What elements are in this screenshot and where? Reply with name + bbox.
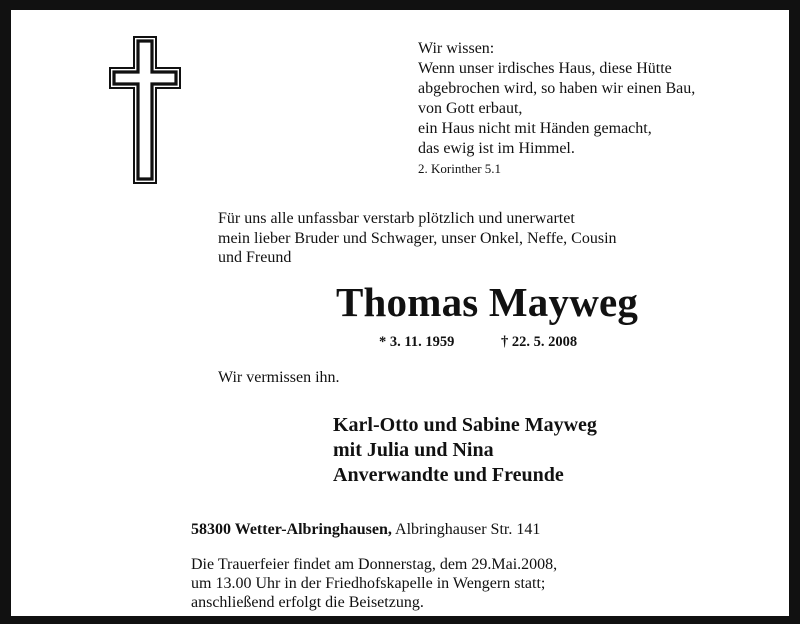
bible-verse <box>418 39 695 179</box>
verse-line: ein Haus nicht mit Händen gemacht, <box>418 120 652 137</box>
announcement-line: mein lieber Bruder und Schwager, unser Onkel, Neffe, Cousin <box>218 229 617 247</box>
service-line: um 13.00 Uhr in der Friedhofskapelle in Wengern statt; <box>191 575 546 592</box>
cross-icon <box>109 36 181 184</box>
verse-line: das ewig ist im Himmel. <box>418 140 575 157</box>
mourner-line: mit Julia und Nina <box>333 439 494 461</box>
announcement-line: und Freund <box>218 249 292 266</box>
verse-line: abgebrochen wird, so haben wir einen Bau, <box>418 80 696 97</box>
family-address <box>191 521 540 539</box>
death-announcement <box>218 209 617 268</box>
farewell-message: Wir vermissen ihn. <box>218 369 340 386</box>
address-city: 58300 Wetter-Albringhausen, <box>191 521 392 538</box>
mourner-line: Karl-Otto und Sabine Mayweg <box>333 414 597 436</box>
funeral-service-info <box>191 555 557 612</box>
birth-date: * 3. 11. 1959 <box>379 334 455 350</box>
mourners-list <box>333 413 597 488</box>
verse-reference: 2. Korinther 5.1 <box>418 161 502 176</box>
address-street: Albringhauser Str. 141 <box>395 521 541 538</box>
mourner-line: Anverwandte und Freunde <box>333 464 564 486</box>
verse-line: von Gott erbaut, <box>418 100 523 117</box>
verse-line: Wir wissen: <box>418 40 495 57</box>
verse-line: Wenn unser irdisches Haus, diese Hütte <box>418 60 672 77</box>
death-date: † 22. 5. 2008 <box>501 334 578 350</box>
deceased-name: Thomas Mayweg <box>336 279 639 325</box>
service-line: Die Trauerfeier findet am Donnerstag, dem 29.Mai.2008, <box>191 556 558 573</box>
service-line: anschließend erfolgt die Beisetzung. <box>191 594 424 611</box>
announcement-line: Für uns alle unfassbar verstarb plötzlich und unerwartet <box>218 210 575 227</box>
